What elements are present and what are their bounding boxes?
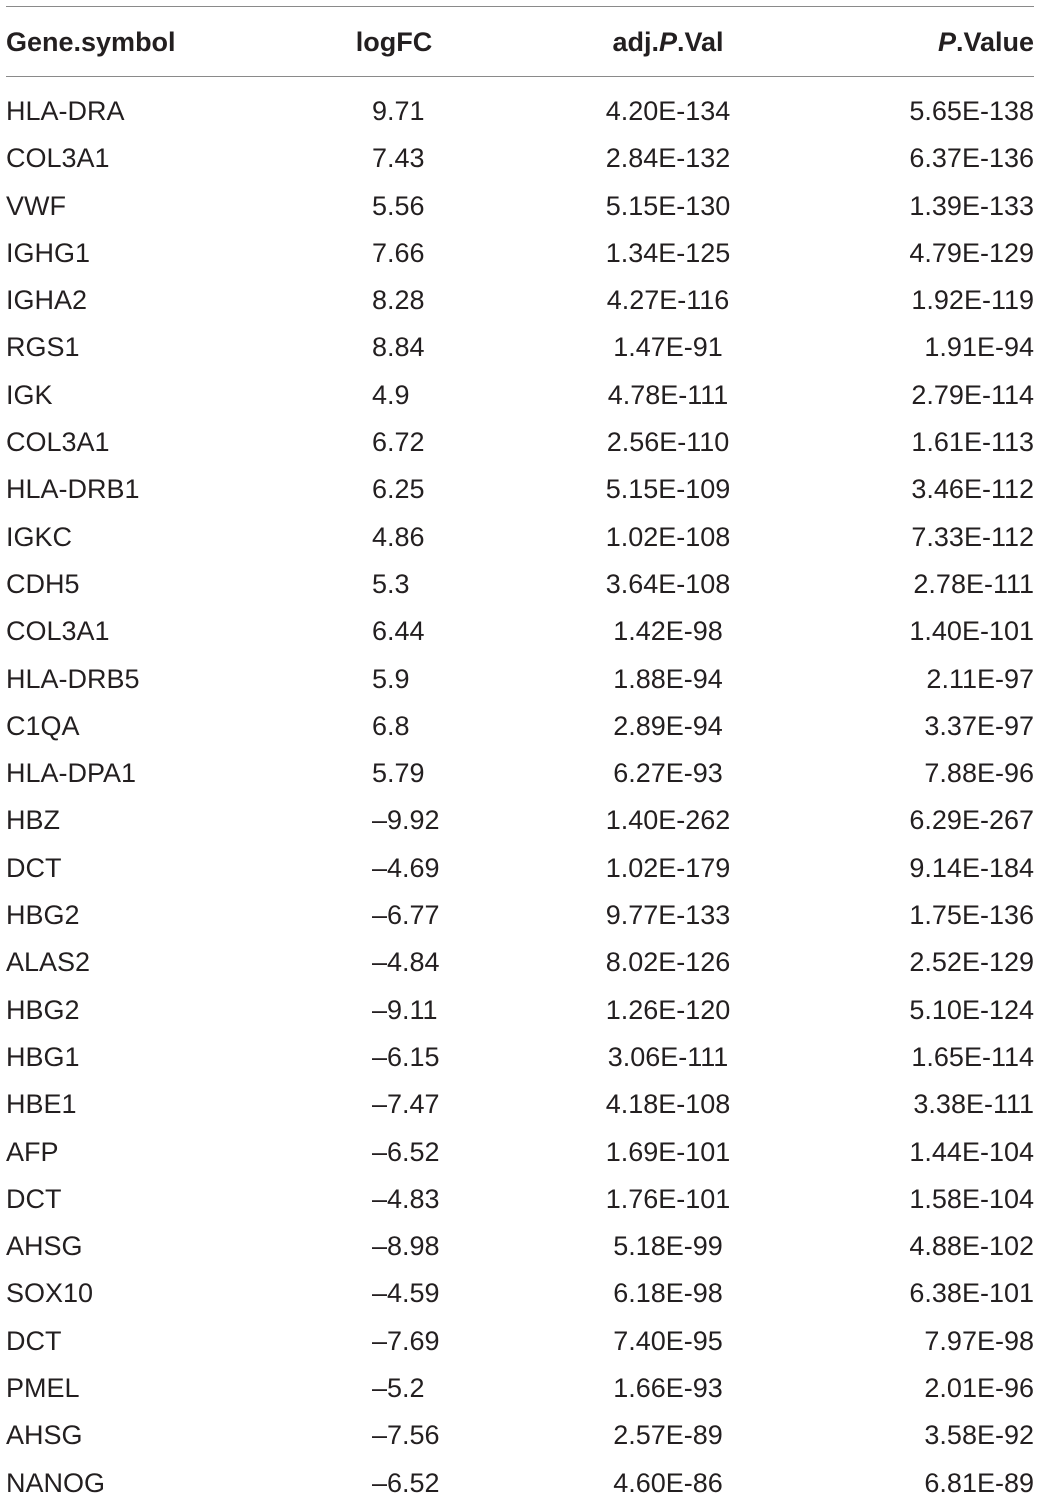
- cell-logfc: –5.2: [372, 1373, 425, 1404]
- cell-adj-p-val: 5.18E-99: [613, 1231, 723, 1262]
- cell-gene-symbol: COL3A1: [6, 616, 110, 647]
- header-p-value: [880, 26, 1034, 58]
- cell-p-value: 1.61E-113: [911, 427, 1034, 458]
- cell-adj-p-val: 3.06E-111: [607, 1041, 729, 1072]
- cell-gene-symbol: RGS1: [6, 332, 80, 363]
- cell-p-value: 3.58E-92: [924, 1420, 1034, 1451]
- cell-gene-symbol: IGKC: [6, 521, 73, 552]
- cell-logfc: –9.92: [372, 805, 440, 836]
- cell-logfc: –6.52: [372, 1136, 440, 1167]
- cell-gene-symbol: VWF: [6, 190, 66, 221]
- table-row: [0, 183, 1040, 230]
- cell-adj-p-val: 3.64E-108: [605, 568, 731, 599]
- cell-p-value: 7.88E-96: [924, 758, 1034, 789]
- cell-adj-p-val: 1.02E-108: [605, 521, 731, 552]
- cell-gene-symbol: HBE1: [6, 1089, 77, 1120]
- cell-gene-symbol: IGHA2: [6, 285, 88, 316]
- cell-adj-p-val: 4.20E-134: [605, 96, 731, 126]
- cell-p-value: 4.88E-102: [909, 1231, 1034, 1262]
- cell-adj-p-val: 1.88E-94: [613, 663, 723, 694]
- cell-p-value: 9.14E-184: [909, 852, 1034, 883]
- cell-logfc: 8.84: [372, 332, 425, 363]
- table-header-row: [0, 6, 1040, 76]
- header-adj-suffix: .Val: [676, 27, 724, 57]
- cell-adj-p-val: 8.02E-126: [605, 947, 731, 978]
- table-row: [0, 277, 1040, 324]
- cell-gene-symbol: HLA-DRB5: [6, 663, 140, 694]
- cell-adj-p-val: 1.34E-125: [605, 237, 731, 268]
- cell-logfc: 4.9: [372, 379, 410, 410]
- cell-gene-symbol: COL3A1: [6, 143, 110, 174]
- cell-p-value: 2.11E-97: [926, 663, 1034, 694]
- cell-logfc: –4.59: [372, 1278, 440, 1309]
- header-adj-p-val: [588, 26, 748, 58]
- cell-logfc: 6.44: [372, 616, 425, 647]
- cell-p-value: 6.81E-89: [924, 1467, 1034, 1498]
- cell-adj-p-val: 1.42E-98: [613, 616, 723, 647]
- cell-adj-p-val: 6.18E-98: [613, 1278, 723, 1309]
- cell-gene-symbol: COL3A1: [6, 427, 110, 458]
- cell-gene-symbol: NANOG: [6, 1467, 106, 1498]
- table-row: [0, 88, 1040, 135]
- cell-logfc: –8.98: [372, 1231, 440, 1262]
- cell-logfc: 7.66: [372, 237, 425, 268]
- cell-gene-symbol: HBG1: [6, 1041, 80, 1072]
- cell-adj-p-val: 1.76E-101: [605, 1183, 731, 1214]
- cell-p-value: 1.40E-101: [909, 616, 1034, 647]
- table-row: [0, 1460, 1040, 1507]
- cell-logfc: 5.56: [372, 190, 425, 221]
- cell-p-value: 1.44E-104: [909, 1136, 1034, 1167]
- cell-gene-symbol: DCT: [6, 852, 62, 883]
- cell-adj-p-val: 7.40E-95: [613, 1325, 723, 1356]
- cell-gene-symbol: HBG2: [6, 900, 80, 931]
- cell-gene-symbol: PMEL: [6, 1373, 80, 1404]
- cell-gene-symbol: DCT: [6, 1183, 62, 1214]
- cell-p-value: 6.29E-267: [909, 805, 1034, 836]
- cell-adj-p-val: 1.40E-262: [605, 805, 731, 836]
- cell-gene-symbol: HBG2: [6, 994, 80, 1025]
- cell-gene-symbol: AFP: [6, 1136, 59, 1167]
- table-row: [0, 750, 1040, 797]
- table-body: [0, 88, 1040, 1507]
- table-row: [0, 561, 1040, 608]
- cell-adj-p-val: 2.89E-94: [613, 710, 723, 741]
- cell-p-value: 3.37E-97: [924, 710, 1034, 741]
- table-row: [0, 1412, 1040, 1459]
- cell-gene-symbol: HLA-DPA1: [6, 758, 137, 789]
- cell-p-value: 1.75E-136: [909, 900, 1034, 931]
- cell-p-value: 4.79E-129: [909, 237, 1034, 268]
- table-row: [0, 324, 1040, 371]
- header-logfc: logFC: [355, 27, 433, 57]
- table-row: [0, 514, 1040, 561]
- table-row: [0, 372, 1040, 419]
- cell-adj-p-val: 2.84E-132: [605, 143, 731, 174]
- cell-adj-p-val: 1.02E-179: [605, 852, 731, 883]
- cell-logfc: 5.79: [372, 758, 425, 789]
- cell-p-value: 7.33E-112: [911, 521, 1034, 552]
- cell-gene-symbol: HLA-DRA: [6, 96, 125, 126]
- table-row: [0, 987, 1040, 1034]
- cell-logfc: 4.86: [372, 521, 425, 552]
- cell-logfc: 6.72: [372, 427, 425, 458]
- table-row: [0, 466, 1040, 513]
- cell-logfc: –7.56: [372, 1420, 440, 1451]
- table-row: [0, 230, 1040, 277]
- cell-adj-p-val: 4.78E-111: [607, 379, 729, 410]
- cell-logfc: 5.9: [372, 663, 410, 694]
- cell-adj-p-val: 5.15E-109: [605, 474, 731, 505]
- header-pval-suffix: .Value: [955, 27, 1034, 57]
- cell-p-value: 6.37E-136: [909, 143, 1034, 174]
- cell-adj-p-val: 4.27E-116: [606, 285, 730, 316]
- cell-p-value: 2.52E-129: [909, 947, 1034, 978]
- cell-adj-p-val: 4.60E-86: [613, 1467, 723, 1498]
- cell-logfc: 9.71: [372, 96, 425, 126]
- table-row: [0, 939, 1040, 986]
- cell-gene-symbol: AHSG: [6, 1231, 83, 1262]
- cell-gene-symbol: DCT: [6, 1325, 62, 1356]
- cell-logfc: –6.52: [372, 1467, 440, 1498]
- cell-gene-symbol: CDH5: [6, 568, 80, 599]
- header-pval-italic: P: [937, 27, 956, 57]
- header-adj-italic: P: [658, 27, 677, 57]
- table-row: [0, 1318, 1040, 1365]
- header-gene-symbol: Gene.symbol: [6, 27, 176, 57]
- header-adj-prefix: adj.: [612, 27, 659, 57]
- cell-adj-p-val: 5.15E-130: [605, 190, 731, 221]
- cell-adj-p-val: 1.47E-91: [613, 332, 723, 363]
- cell-p-value: 1.58E-104: [909, 1183, 1034, 1214]
- cell-adj-p-val: 1.69E-101: [605, 1136, 731, 1167]
- table-row: [0, 1129, 1040, 1176]
- cell-p-value: 2.79E-114: [911, 379, 1034, 410]
- cell-adj-p-val: 2.56E-110: [606, 427, 730, 458]
- table-row: [0, 419, 1040, 466]
- cell-logfc: 6.25: [372, 474, 425, 505]
- cell-adj-p-val: 9.77E-133: [605, 900, 731, 931]
- table-row: [0, 1034, 1040, 1081]
- cell-gene-symbol: IGHG1: [6, 237, 91, 268]
- cell-gene-symbol: SOX10: [6, 1278, 94, 1309]
- cell-p-value: 1.92E-119: [911, 285, 1034, 316]
- table-row: [0, 797, 1040, 844]
- cell-p-value: 1.65E-114: [911, 1041, 1034, 1072]
- table-row: [0, 608, 1040, 655]
- cell-adj-p-val: 4.18E-108: [605, 1089, 731, 1120]
- table-row: [0, 1081, 1040, 1128]
- cell-gene-symbol: AHSG: [6, 1420, 83, 1451]
- cell-logfc: 6.8: [372, 710, 410, 741]
- cell-gene-symbol: IGK: [6, 379, 53, 410]
- cell-p-value: 2.78E-111: [913, 568, 1034, 599]
- cell-p-value: 2.01E-96: [924, 1373, 1034, 1404]
- cell-gene-symbol: HBZ: [6, 805, 60, 836]
- table-row: [0, 135, 1040, 182]
- cell-logfc: –6.15: [372, 1041, 440, 1072]
- table-row: [0, 656, 1040, 703]
- cell-p-value: 3.38E-111: [913, 1089, 1034, 1120]
- table-row: [0, 892, 1040, 939]
- cell-p-value: 5.10E-124: [909, 994, 1034, 1025]
- cell-logfc: –7.47: [372, 1089, 440, 1120]
- table-row: [0, 1270, 1040, 1317]
- cell-p-value: 5.65E-138: [909, 96, 1034, 126]
- cell-p-value: 6.38E-101: [909, 1278, 1034, 1309]
- cell-logfc: –4.69: [372, 852, 440, 883]
- cell-logfc: –6.77: [372, 900, 440, 931]
- cell-adj-p-val: 6.27E-93: [613, 758, 723, 789]
- cell-logfc: –7.69: [372, 1325, 440, 1356]
- cell-gene-symbol: ALAS2: [6, 947, 91, 978]
- cell-p-value: 1.91E-94: [924, 332, 1034, 363]
- table-row: [0, 845, 1040, 892]
- cell-p-value: 3.46E-112: [911, 474, 1034, 505]
- table-row: [0, 703, 1040, 750]
- cell-adj-p-val: 1.26E-120: [605, 994, 731, 1025]
- cell-p-value: 7.97E-98: [924, 1325, 1034, 1356]
- cell-logfc: –9.11: [372, 994, 438, 1025]
- cell-logfc: –4.83: [372, 1183, 440, 1214]
- cell-logfc: 7.43: [372, 143, 425, 174]
- cell-gene-symbol: C1QA: [6, 710, 80, 741]
- cell-logfc: 5.3: [372, 568, 410, 599]
- table-row: [0, 1223, 1040, 1270]
- cell-adj-p-val: 2.57E-89: [613, 1420, 723, 1451]
- table-header-rule: [6, 76, 1034, 77]
- table-row: [0, 1365, 1040, 1412]
- cell-adj-p-val: 1.66E-93: [613, 1373, 723, 1404]
- cell-logfc: –4.84: [372, 947, 440, 978]
- cell-gene-symbol: HLA-DRB1: [6, 474, 140, 505]
- cell-p-value: 1.39E-133: [909, 190, 1034, 221]
- table-row: [0, 1176, 1040, 1223]
- cell-logfc: 8.28: [372, 285, 425, 316]
